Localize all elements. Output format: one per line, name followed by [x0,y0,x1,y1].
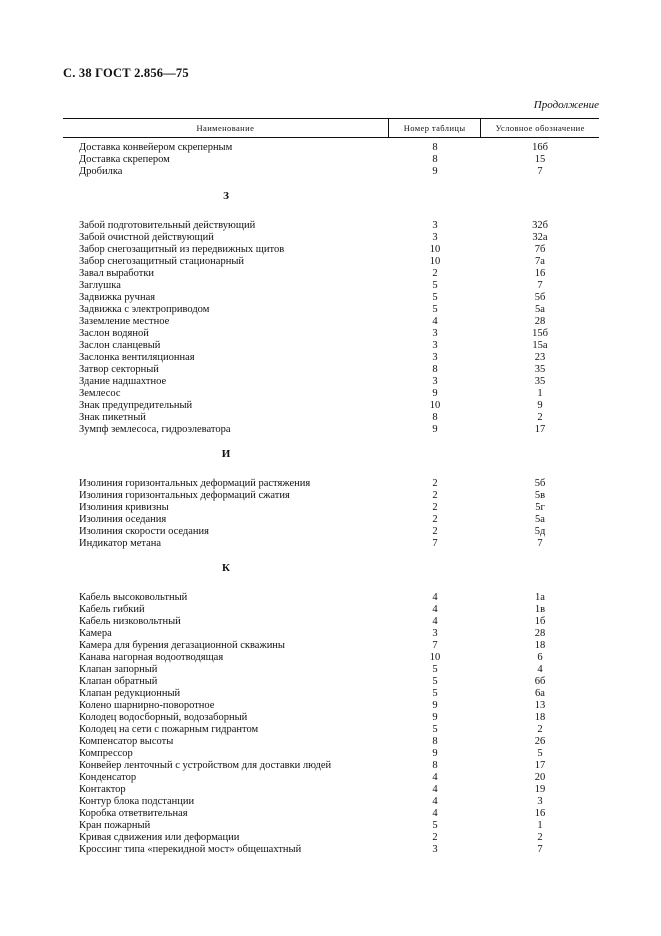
row-table-number: 5 [432,676,438,687]
row-symbol: 7а [535,256,545,267]
row-name: Задвижка с электроприводом [79,304,210,315]
row-symbol: 5в [534,490,546,501]
row-name: Кабель низковольтный [79,616,181,627]
table-row [63,268,599,280]
row-symbol: 4 [537,664,543,675]
row-symbol: 1в [534,604,546,615]
table-row [63,784,599,796]
row-symbol: 16 [534,268,546,279]
table-row [63,166,599,178]
row-name: Знак предупредительный [79,400,193,411]
column-header-symbol: Условное обозначение [480,119,599,137]
row-name: Конденсатор [79,772,137,783]
row-name: Дробилка [79,166,123,177]
table-row [63,478,599,490]
row-symbol: 18 [534,712,546,723]
row-table-number: 2 [432,526,438,537]
row-name: Зумпф землесоса, гидроэлеватора [79,424,231,435]
row-symbol: 17 [534,424,546,435]
row-symbol: 5б [534,478,546,489]
row-name: Колодец водосборный, водозаборный [79,712,248,723]
row-name: Колено шарнирно-поворотное [79,700,215,711]
row-name: Изолиния скорости оседания [79,526,209,537]
row-symbol: 16б [532,142,548,153]
table-row [63,376,599,388]
row-symbol: 35 [534,364,546,375]
row-symbol: 2 [537,832,543,843]
page-header: С. 38 ГОСТ 2.856—75 [63,66,189,80]
row-symbol: 28 [534,316,546,327]
row-symbol: 13 [534,700,546,711]
table-row [63,760,599,772]
table-row [63,796,599,808]
table-row [63,664,599,676]
table-row [63,514,599,526]
row-symbol: 1 [537,388,543,399]
row-table-number: 5 [432,304,438,315]
row-symbol: 6а [535,688,545,699]
table-row [63,400,599,412]
row-name: Заглушка [79,280,121,291]
row-symbol: 7 [537,280,543,291]
row-symbol: 6 [537,652,543,663]
table-row [63,244,599,256]
row-symbol: 2 [537,724,543,735]
table-row [63,292,599,304]
row-symbol: 15б [532,328,548,339]
row-symbol: 7 [537,166,543,177]
row-symbol: 5 [537,748,543,759]
row-name: Канава нагорная водоотводящая [79,652,224,663]
table-row [63,736,599,748]
table-body [63,138,599,856]
row-name: Кабель высоковольтный [79,592,188,603]
table-row [63,142,599,154]
row-name: Кабель гибкий [79,604,145,615]
row-symbol: 7 [537,538,543,549]
row-symbol: 35 [534,376,546,387]
row-symbol: 28 [534,628,546,639]
row-table-number: 3 [432,328,438,339]
row-name: Забор снегозащитный стационарный [79,256,244,267]
table-row [63,676,599,688]
row-symbol: 5а [535,304,545,315]
table-row [63,616,599,628]
row-table-number: 9 [432,388,438,399]
row-symbol: 26 [534,736,546,747]
table-row [63,388,599,400]
row-table-number: 3 [432,340,438,351]
table-row [63,712,599,724]
row-table-number: 5 [432,820,438,831]
row-name: Заслон сланцевый [79,340,161,351]
row-table-number: 3 [432,376,438,387]
column-header-table-number: Номер таблицы [388,119,481,137]
row-table-number: 9 [432,700,438,711]
row-name: Заслонка вентиляционная [79,352,195,363]
row-table-number: 10 [429,652,441,663]
row-table-number: 2 [432,268,438,279]
table-header [63,118,599,138]
row-table-number: 4 [432,772,438,783]
row-table-number: 8 [432,760,438,771]
row-table-number: 8 [432,412,438,423]
row-table-number: 4 [432,796,438,807]
row-table-number: 4 [432,616,438,627]
row-table-number: 2 [432,490,438,501]
row-symbol: 20 [534,772,546,783]
table-row [63,592,599,604]
row-name: Знак пикетный [79,412,146,423]
row-symbol: 6б [534,676,546,687]
table-row [63,232,599,244]
table-row [63,304,599,316]
row-table-number: 2 [432,478,438,489]
row-table-number: 2 [432,832,438,843]
row-name: Изолиния оседания [79,514,167,525]
row-name: Коробка ответвительная [79,808,188,819]
table-row [63,490,599,502]
row-table-number: 7 [432,538,438,549]
row-table-number: 8 [432,142,438,153]
row-name: Контактор [79,784,126,795]
row-name: Колодец на сети с пожарным гидрантом [79,724,259,735]
table-row [63,808,599,820]
row-name: Клапан обратный [79,676,158,687]
row-symbol: 5а [535,514,545,525]
row-table-number: 5 [432,724,438,735]
row-name: Изолиния горизонтальных деформаций сжатия [79,490,290,501]
row-table-number: 2 [432,514,438,525]
row-table-number: 2 [432,502,438,513]
row-table-number: 4 [432,592,438,603]
row-name: Кран пожарный [79,820,151,831]
row-symbol: 23 [534,352,546,363]
row-symbol: 16 [534,808,546,819]
row-symbol: 2 [537,412,543,423]
table-row [63,220,599,232]
table-row [63,280,599,292]
continuation-label: Продолжение [533,99,599,111]
row-symbol: 15а [532,340,548,351]
column-header-name: Наименование [196,123,255,133]
table-row [63,340,599,352]
row-table-number: 7 [432,640,438,651]
row-name: Заземление местное [79,316,170,327]
row-name: Доставка скрепером [79,154,170,165]
table-row [63,364,599,376]
table-row [63,772,599,784]
row-table-number: 4 [432,316,438,327]
table-row [63,316,599,328]
table-row [63,256,599,268]
row-name: Забор снегозащитный из передвижных щитов [79,244,285,255]
row-name: Клапан запорный [79,664,158,675]
row-name: Здание надшахтное [79,376,167,387]
table-row [63,412,599,424]
row-symbol: 5г [535,502,545,513]
row-table-number: 10 [429,400,441,411]
section-letter: З [223,190,229,202]
row-table-number: 5 [432,280,438,291]
row-table-number: 5 [432,688,438,699]
row-symbol: 7б [534,244,546,255]
row-table-number: 10 [429,244,441,255]
table-row [63,628,599,640]
row-name: Завал выработки [79,268,155,279]
row-name: Конвейер ленточный с устройством для доставки людей [79,760,332,771]
table-row [63,328,599,340]
row-table-number: 8 [432,154,438,165]
row-name: Изолиния кривизны [79,502,169,513]
table-row [63,640,599,652]
row-table-number: 3 [432,844,438,855]
row-table-number: 3 [432,628,438,639]
table-row [63,844,599,856]
row-table-number: 9 [432,166,438,177]
row-symbol: 15 [534,154,546,165]
row-table-number: 3 [432,232,438,243]
row-symbol: 5д [534,526,546,537]
table-row [63,154,599,166]
row-symbol: 7 [537,844,543,855]
row-table-number: 4 [432,808,438,819]
table-row [63,502,599,514]
row-name: Землесос [79,388,121,399]
row-table-number: 9 [432,748,438,759]
row-symbol: 19 [534,784,546,795]
row-symbol: 18 [534,640,546,651]
row-name: Компрессор [79,748,133,759]
row-symbol: 1б [534,616,546,627]
row-name: Камера [79,628,112,639]
row-name: Забой подготовительный действующий [79,220,256,231]
table-row [63,748,599,760]
row-table-number: 9 [432,424,438,435]
table-row [63,604,599,616]
row-table-number: 3 [432,220,438,231]
row-symbol: 32а [532,232,548,243]
row-name: Доставка конвейером скреперным [79,142,233,153]
table-row [63,538,599,550]
row-table-number: 5 [432,664,438,675]
table-row [63,526,599,538]
row-name: Затвор секторный [79,364,159,375]
table-row [63,652,599,664]
row-name: Камера для бурения дегазационной скважины [79,640,285,651]
section-letter: К [222,562,230,574]
section-letter: И [221,448,231,460]
table-row [63,688,599,700]
row-symbol: 1 [537,820,543,831]
row-symbol: 1а [535,592,545,603]
row-symbol: 9 [537,400,543,411]
row-table-number: 3 [432,352,438,363]
table-row [63,820,599,832]
row-symbol: 32б [532,220,548,231]
table-row [63,832,599,844]
table-row [63,424,599,436]
row-symbol: 17 [534,760,546,771]
table-row [63,700,599,712]
row-name: Индикатор метана [79,538,162,549]
row-name: Забой очистной действующий [79,232,214,243]
row-symbol: 3 [537,796,543,807]
symbols-table [63,118,599,856]
row-name: Изолиния горизонтальных деформаций растяжения [79,478,311,489]
row-name: Задвижка ручная [79,292,156,303]
row-name: Компенсатор высоты [79,736,174,747]
row-table-number: 9 [432,712,438,723]
row-name: Клапан редукционный [79,688,181,699]
row-symbol: 5б [534,292,546,303]
row-name: Заслон водяной [79,328,149,339]
row-table-number: 4 [432,604,438,615]
row-name: Контур блока подстанции [79,796,195,807]
row-table-number: 5 [432,292,438,303]
row-table-number: 8 [432,736,438,747]
row-table-number: 4 [432,784,438,795]
row-name: Кривая сдвижения или деформации [79,832,240,843]
row-table-number: 8 [432,364,438,375]
row-name: Кроссинг типа «перекидной мост» общешахтный [79,844,302,855]
table-row [63,352,599,364]
table-row [63,724,599,736]
row-table-number: 10 [429,256,441,267]
